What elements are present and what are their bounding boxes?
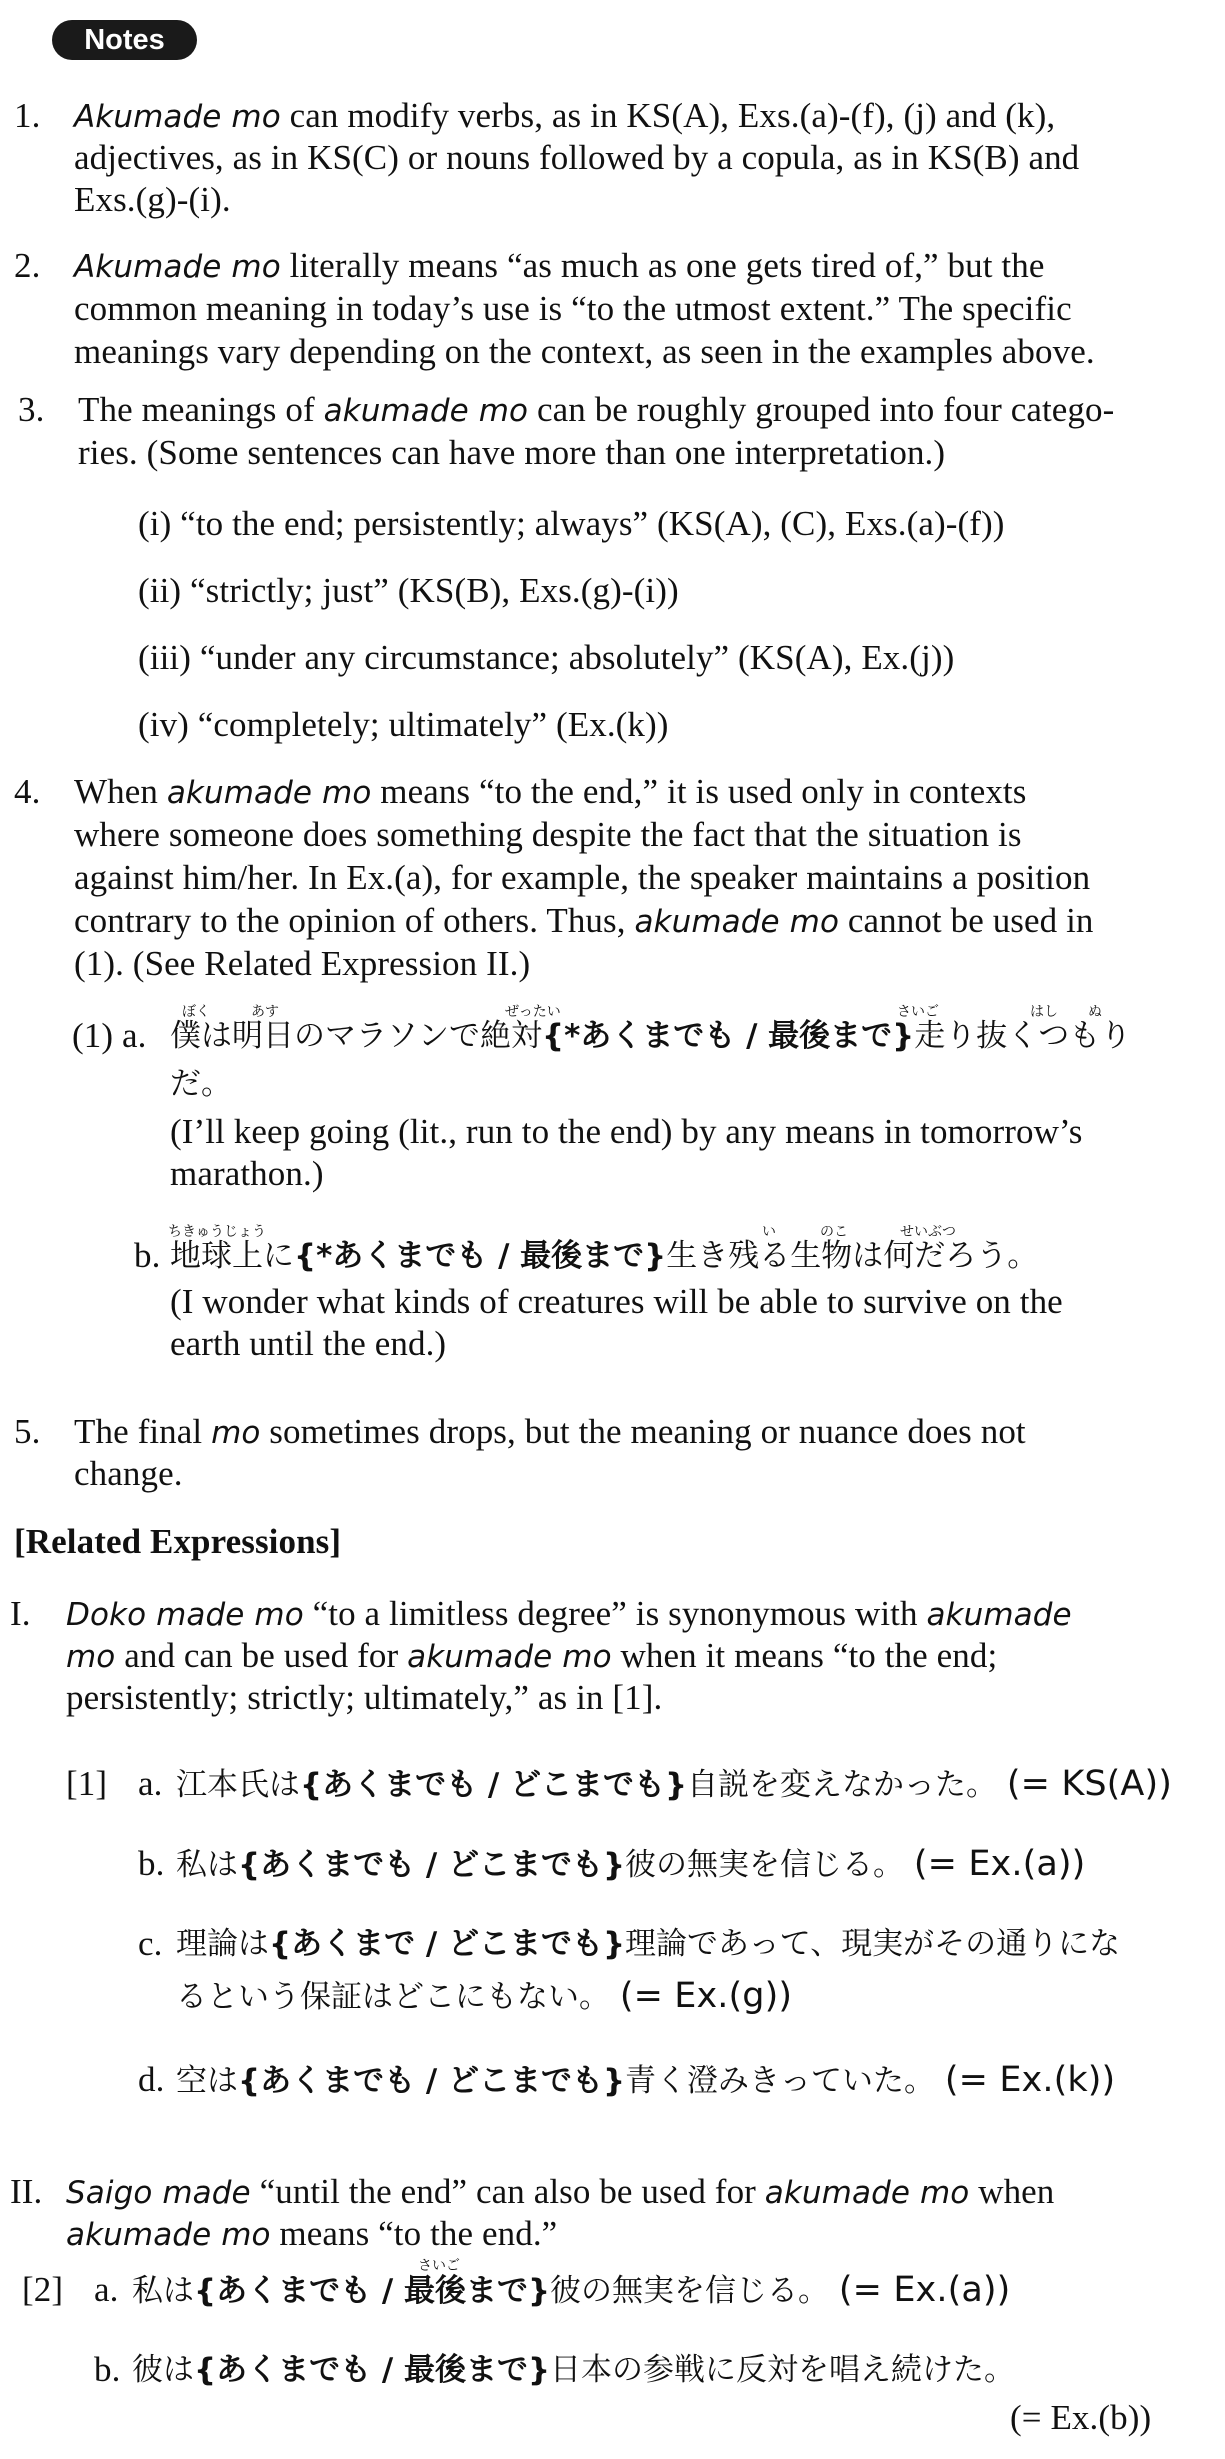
related-I-number: I.	[10, 1594, 31, 1633]
example-1a-japanese-cont: だ。	[170, 1066, 232, 1102]
text: when	[969, 2172, 1055, 2211]
ruby-saigo-2: さいご	[418, 2258, 460, 2274]
reference: (= Ex.(k))	[944, 2060, 1116, 2100]
text: when it means “to the end;	[611, 1636, 998, 1675]
related-expressions-heading: [Related Expressions]	[14, 1522, 342, 1561]
related-I-line1	[66, 1592, 1072, 1637]
text: 地球上に	[170, 1238, 294, 1274]
choice: {あくまでも / 最後まで}	[194, 2352, 551, 2388]
note1-line3: Exs.(g)-(i).	[74, 180, 231, 219]
choice: {*あくまでも / 最後まで}	[542, 1018, 915, 1054]
note3-category-iii: (iii) “under any circumstance; absolutely” (KS(A), Ex.(j))	[138, 638, 955, 677]
notes-badge: Notes	[52, 20, 197, 60]
text: contrary to the opinion of others. Thus,	[74, 901, 635, 940]
note3-category-iv: (iv) “completely; ultimately” (Ex.(k))	[138, 705, 669, 744]
example-1a-translation-line2: marathon.)	[170, 1154, 324, 1193]
related-II-number: II.	[10, 2172, 43, 2211]
related-II-b-japanese	[132, 2348, 1015, 2392]
term: Doko made mo	[66, 1597, 304, 1633]
ruby-nu: ぬ	[1088, 1004, 1102, 1020]
term: akumade mo	[407, 1639, 612, 1675]
note2-line1	[74, 244, 1044, 289]
note4-line1	[74, 770, 1026, 815]
related-I-d-japanese	[176, 2058, 1115, 2103]
term: akumade	[926, 1597, 1072, 1633]
choice: {あくまで / どこまでも}	[269, 1926, 626, 1962]
choice: {*あくまでも / 最後まで}	[294, 1238, 667, 1274]
text: 理論であって、現実がその通りにな	[625, 1926, 1121, 1962]
text: The meanings of	[78, 390, 324, 429]
note1-line1	[74, 94, 1055, 139]
note3-category-ii: (ii) “strictly; just” (KS(B), Exs.(g)-(i))	[138, 571, 679, 610]
note1-number: 1.	[14, 96, 41, 135]
text: 江本氏は	[176, 1767, 300, 1803]
text: 青く澄みきっていた。	[625, 2063, 936, 2099]
ruby-zettai: ぜったい	[505, 1004, 561, 1020]
text: “to a limitless degree” is synonymous with	[303, 1594, 927, 1633]
note3-line1	[78, 388, 1114, 433]
term: mo	[66, 1639, 116, 1675]
ruby-hashi: はし	[1030, 1004, 1058, 1020]
related-I-b-japanese	[176, 1842, 1085, 1887]
text: sometimes drops, but the meaning or nuance does not	[260, 1412, 1026, 1451]
note3-line2: ries. (Some sentences can have more than one interpretation.)	[78, 433, 946, 472]
note2-line3: meanings vary depending on the context, as seen in the examples above.	[74, 332, 1095, 371]
related-I-c-label: c.	[138, 1924, 163, 1963]
reference: (= Ex.(a))	[913, 1844, 1086, 1884]
term: mo	[211, 1415, 261, 1451]
ruby-noko: のこ	[820, 1224, 848, 1240]
related-II-a-japanese	[132, 2268, 1010, 2313]
related-I-a-label: a.	[138, 1764, 163, 1803]
ruby-i: い	[762, 1224, 776, 1240]
example-1a-japanese	[170, 1014, 1220, 1058]
term: Saigo made	[66, 2175, 251, 2211]
text: 彼の無実を信じる。	[550, 2273, 830, 2309]
note5-line2: change.	[74, 1454, 183, 1493]
term: akumade mo	[764, 2175, 970, 2211]
text: 私は	[176, 1847, 238, 1883]
example-1b-japanese	[170, 1234, 1038, 1278]
term: Akumade mo	[74, 99, 281, 135]
related-I-example-label: [1]	[66, 1764, 108, 1803]
ruby-saigo: さいご	[897, 1004, 939, 1020]
text: 彼の無実を信じる。	[625, 1847, 905, 1883]
term: akumade mo	[166, 775, 372, 811]
ruby-chikyuujou: ちきゅうじょう	[168, 1224, 266, 1240]
note4-line3: against him/her. In Ex.(a), for example, the speaker maintains a position	[74, 858, 1091, 897]
note4-line4	[74, 899, 1094, 944]
text: 日本の参戦に反対を唱え続けた。	[550, 2352, 1016, 2388]
note5-number: 5.	[14, 1412, 41, 1451]
note4-number: 4.	[14, 772, 41, 811]
related-II-b-reference: (= Ex.(b))	[1010, 2398, 1152, 2437]
text: 理論は	[176, 1926, 269, 1962]
choice: {あくまでも / どこまでも}	[300, 1767, 688, 1803]
term: Akumade mo	[74, 249, 281, 285]
related-II-a-label: a.	[94, 2270, 119, 2309]
choice: {あくまでも / どこまでも}	[238, 2063, 626, 2099]
text: means “to the end.”	[270, 2214, 558, 2253]
text: and can be used for	[115, 1636, 408, 1675]
text: The final	[74, 1412, 212, 1451]
text: 私は	[132, 2273, 194, 2309]
related-I-b-label: b.	[138, 1844, 165, 1883]
text: can be roughly grouped into four catego-	[528, 390, 1115, 429]
example-1b-translation-line2: earth until the end.)	[170, 1324, 447, 1363]
related-I-line2	[66, 1634, 997, 1679]
reference: (= Ex.(g))	[619, 1976, 793, 2016]
note2-number: 2.	[14, 246, 41, 285]
reference: (= KS(A))	[1006, 1764, 1172, 1804]
related-I-a-japanese	[176, 1762, 1172, 1807]
text: るという保証はどこにもない。	[176, 1979, 610, 2015]
text: 僕は明日のマラソンで絶対	[170, 1018, 542, 1054]
related-I-line3: persistently; strictly; ultimately,” as in [1].	[66, 1678, 663, 1717]
text: means “to the end,” it is used only in contexts	[371, 772, 1027, 811]
note5-line1	[74, 1410, 1026, 1455]
text: literally means “as much as one gets tired of,” but the	[280, 246, 1045, 285]
text: can modify verbs, as in KS(A), Exs.(a)-(f), (j) and (k),	[280, 96, 1056, 135]
note2-line2: common meaning in today’s use is “to the utmost extent.” The specific	[74, 289, 1072, 328]
note3-number: 3.	[18, 390, 45, 429]
example-1a-translation-line1: (I’ll keep going (lit., run to the end) by any means in tomorrow’s	[170, 1112, 1083, 1151]
related-II-line1	[66, 2170, 1054, 2215]
related-II-line2	[66, 2212, 557, 2257]
example-1b-label: b.	[134, 1236, 161, 1275]
example-1b-translation-line1: (I wonder what kinds of creatures will be able to survive on the	[170, 1282, 1063, 1321]
term: akumade mo	[323, 393, 529, 429]
example-1a-label: (1) a.	[72, 1016, 147, 1055]
related-II-example-label: [2]	[22, 2270, 64, 2309]
choice: {あくまでも / どこまでも}	[238, 1847, 626, 1883]
text: 彼は	[132, 2352, 194, 2388]
text: 生き残る生物は何だろう。	[666, 1238, 1039, 1274]
note4-line2: where someone does something despite the fact that the situation is	[74, 815, 1022, 854]
text: 走り抜くつもり	[914, 1018, 1132, 1054]
related-II-b-label: b.	[94, 2350, 121, 2389]
related-I-c-japanese	[176, 1922, 1120, 1966]
reference: (= Ex.(a))	[838, 2270, 1011, 2310]
ruby-asu: あす	[251, 1004, 279, 1020]
text: 自説を変えなかった。	[687, 1767, 998, 1803]
text: cannot be used in	[839, 901, 1094, 940]
related-I-d-label: d.	[138, 2060, 165, 2099]
note4-line5: (1). (See Related Expression II.)	[74, 944, 531, 983]
note1-line2: adjectives, as in KS(C) or nouns followed by a copula, as in KS(B) and	[74, 138, 1080, 177]
term: akumade mo	[634, 904, 840, 940]
text: “until the end” can also be used for	[250, 2172, 765, 2211]
text: When	[74, 772, 167, 811]
note3-category-i: (i) “to the end; persistently; always” (KS(A), (C), Exs.(a)-(f))	[138, 504, 1005, 543]
ruby-boku: ぼく	[182, 1004, 210, 1020]
choice: {あくまでも / 最後まで}	[194, 2273, 551, 2309]
term: akumade mo	[66, 2217, 271, 2253]
ruby-seibutsu: せいぶつ	[900, 1224, 956, 1240]
related-I-c-japanese-cont	[176, 1974, 792, 2019]
text: 空は	[176, 2063, 238, 2099]
